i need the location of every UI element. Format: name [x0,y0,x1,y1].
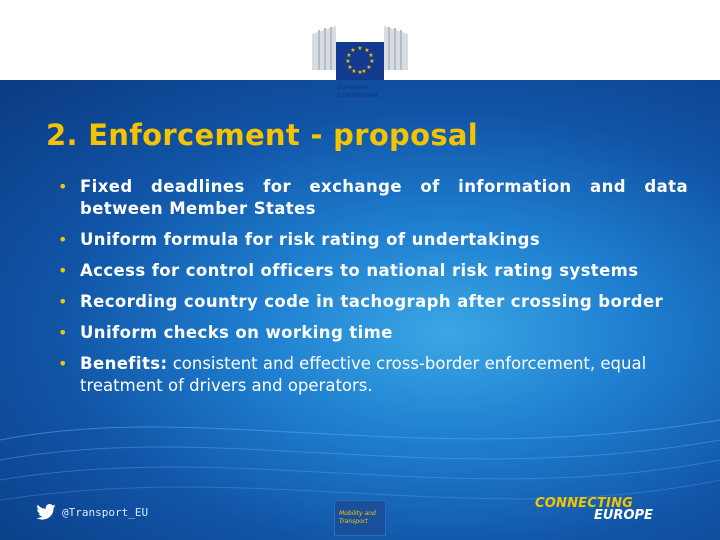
svg-text:★: ★ [350,47,356,54]
connecting-europe-logo-line1: CONNECTING [535,496,634,511]
list-item [58,176,688,220]
list-item [58,229,688,251]
list-item [58,353,688,397]
bullet-text: Uniform formula for risk rating of undertakings [80,230,541,249]
eu-commission-logo [310,12,410,104]
dg-line-2: Transport [339,518,368,525]
svg-text:★: ★ [347,64,353,71]
bullet-dot-icon: • [58,261,68,280]
bullet-label: Benefits: [80,354,168,373]
bullet-text: Recording country code in tachograph after crossing border [80,292,664,311]
dg-move-badge [334,500,386,536]
bullet-text: Access for control officers to national risk rating systems [80,261,639,280]
twitter-handle: @Transport_EU [62,505,149,519]
bullet-text: Fixed deadlines for exchange of information and data between Member States [80,177,688,218]
twitter-link[interactable] [36,504,148,520]
svg-text:★: ★ [368,52,374,59]
slide-title: 2. Enforcement - proposal [46,118,479,152]
svg-text:★: ★ [351,68,357,75]
svg-text:★: ★ [366,64,372,71]
bullet-dot-icon: • [58,230,68,249]
svg-text:★: ★ [369,58,375,65]
svg-text:★: ★ [345,58,351,65]
bullet-dot-icon: • [58,292,68,311]
list-item [58,260,688,282]
svg-text:★: ★ [346,52,352,59]
logo-text-european: European [337,84,370,91]
svg-text:★: ★ [361,68,367,75]
list-item [58,322,688,344]
logo-text-commission: Commission [337,92,378,99]
bullet-dot-icon: • [58,177,68,196]
bullet-text: Uniform checks on working time [80,323,393,342]
dg-label [339,510,376,526]
svg-text:★: ★ [364,47,370,54]
list-item [58,291,688,313]
bullet-text: consistent and effective cross-border enforcement, equal treatment of drivers and operators. [80,354,647,395]
dg-line-1: Mobility and [339,510,376,517]
bullet-dot-icon: • [58,354,68,373]
connecting-europe-logo-line2: EUROPE [594,508,653,523]
svg-text:★: ★ [357,45,363,52]
twitter-bird-icon [36,504,56,520]
svg-text:★: ★ [357,69,363,76]
bullet-dot-icon: • [58,323,68,342]
bullet-list [58,176,688,406]
